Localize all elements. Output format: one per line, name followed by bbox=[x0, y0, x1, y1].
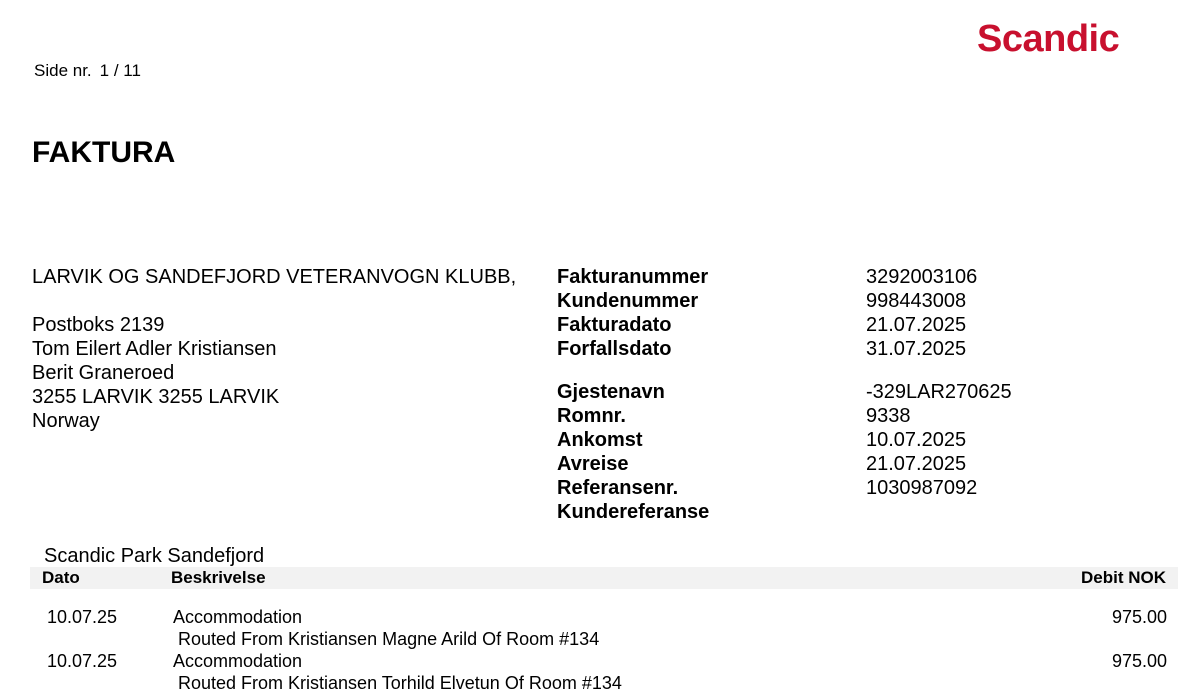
address-line: Norway bbox=[32, 410, 100, 432]
info-label: Forfallsdato bbox=[557, 338, 672, 360]
info-value: 10.07.2025 bbox=[866, 429, 967, 451]
customer-reference-row bbox=[557, 500, 1012, 524]
due-date-row bbox=[557, 337, 977, 361]
info-label: Kundenummer bbox=[557, 290, 699, 312]
table-row bbox=[0, 650, 1193, 694]
info-label: Gjestenavn bbox=[557, 381, 665, 403]
room-number-row bbox=[557, 404, 1012, 428]
customer-name: LARVIK OG SANDEFJORD VETERANVOGN KLUBB, bbox=[32, 266, 517, 288]
info-value: 1030987092 bbox=[866, 477, 978, 499]
column-header-description: Beskrivelse bbox=[171, 568, 266, 587]
info-label: Referansenr. bbox=[557, 477, 679, 499]
table-body bbox=[0, 606, 1193, 694]
column-header-date: Dato bbox=[42, 568, 80, 587]
row-description: Accommodation bbox=[173, 651, 303, 671]
info-label: Fakturanummer bbox=[557, 266, 709, 288]
stay-info bbox=[557, 380, 1012, 524]
table-row bbox=[0, 606, 1193, 650]
info-label: Fakturadato bbox=[557, 314, 672, 336]
guest-name-row bbox=[557, 380, 1012, 404]
page-number-value: 1 / 11 bbox=[99, 61, 141, 80]
info-value: -329LAR270625 bbox=[866, 381, 1012, 403]
departure-row bbox=[557, 452, 1012, 476]
info-label: Kundereferanse bbox=[557, 501, 710, 523]
row-debit: 975.00 bbox=[1111, 651, 1167, 671]
customer-address bbox=[32, 265, 516, 433]
row-detail: Routed From Kristiansen Torhild Elvetun Of Room #134 bbox=[178, 673, 622, 693]
row-date: 10.07.25 bbox=[47, 607, 118, 627]
info-value: 21.07.2025 bbox=[866, 453, 967, 475]
invoice-date-row bbox=[557, 313, 977, 337]
page-number bbox=[34, 61, 141, 81]
row-debit: 975.00 bbox=[1111, 607, 1167, 627]
table-header bbox=[30, 567, 1178, 589]
row-date: 10.07.25 bbox=[47, 651, 118, 671]
info-value: 3292003106 bbox=[866, 266, 978, 288]
info-label: Ankomst bbox=[557, 429, 643, 451]
invoice-info bbox=[557, 265, 977, 361]
scandic-logo: Scandic bbox=[977, 18, 1120, 60]
row-description: Accommodation bbox=[173, 607, 303, 627]
page-number-label: Side nr. bbox=[34, 61, 92, 80]
reference-number-row bbox=[557, 476, 1012, 500]
address-line: Tom Eilert Adler Kristiansen bbox=[32, 338, 277, 360]
address-line: Postboks 2139 bbox=[32, 314, 165, 336]
column-header-debit: Debit NOK bbox=[1081, 568, 1166, 587]
info-value: 9338 bbox=[866, 405, 911, 427]
hotel-name: Scandic Park Sandefjord bbox=[44, 545, 265, 567]
document-title: FAKTURA bbox=[32, 136, 176, 169]
info-label: Avreise bbox=[557, 453, 629, 475]
arrival-row bbox=[557, 428, 1012, 452]
row-detail: Routed From Kristiansen Magne Arild Of Room #134 bbox=[178, 629, 600, 649]
invoice-number-row bbox=[557, 265, 977, 289]
info-value: 31.07.2025 bbox=[866, 338, 967, 360]
info-value: 21.07.2025 bbox=[866, 314, 967, 336]
customer-number-row bbox=[557, 289, 977, 313]
address-line: Berit Graneroed bbox=[32, 362, 175, 384]
info-value: 998443008 bbox=[866, 290, 967, 312]
info-label: Romnr. bbox=[557, 405, 626, 427]
address-line: 3255 LARVIK 3255 LARVIK bbox=[32, 386, 280, 408]
